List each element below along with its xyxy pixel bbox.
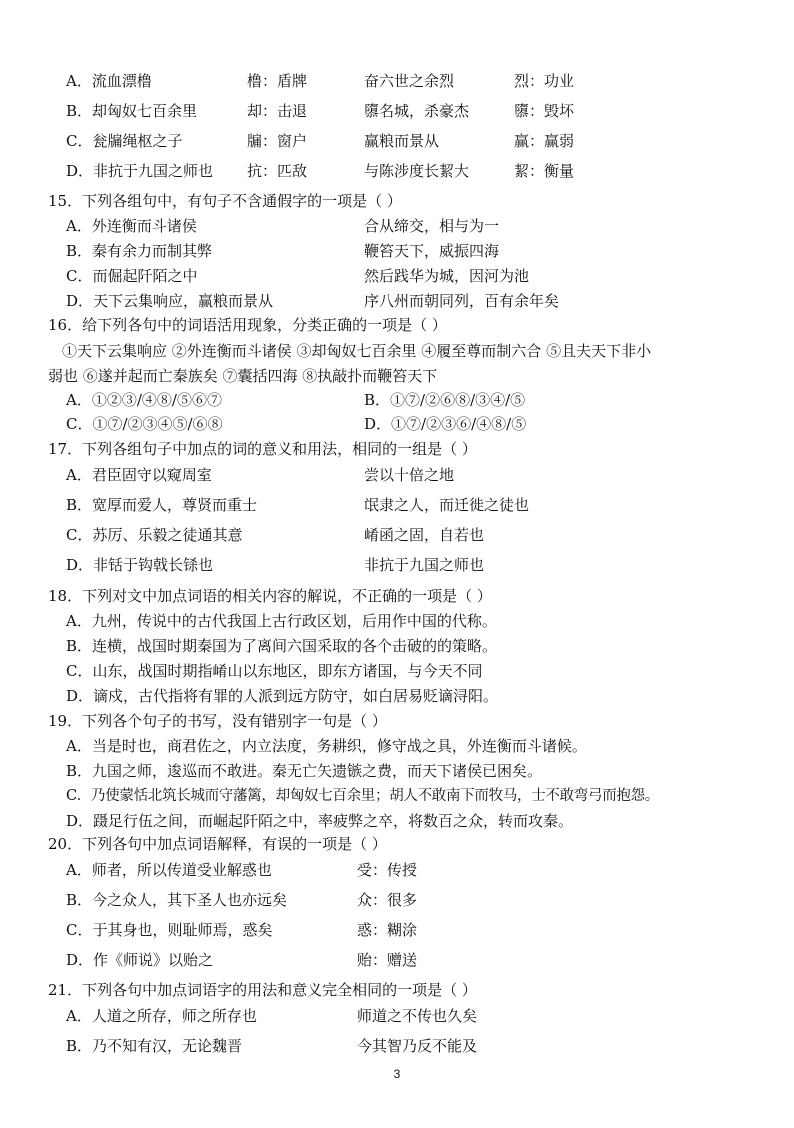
q16-sentence-list: ①天下云集响应 ②外连衡而斗诸侯 ③却匈奴七百余里 ④履至尊而制六合 ⑤且夫天下非小 xyxy=(62,342,652,360)
q17-option-a: A．君臣固守以窥周室 xyxy=(66,466,212,484)
q14-option-b-gloss1: 却：击退 xyxy=(247,102,308,120)
q17-option-d-pair: 非抗于九国之师也 xyxy=(364,556,485,574)
q18-stem: 18．下列对文中加点词语的相关内容的解说，不正确的一项是（ ） xyxy=(48,587,492,605)
q20-option-c-gloss: 惑：糊涂 xyxy=(357,921,418,939)
q18-option-d: D．谪戍，古代指将有罪的人派到远方防守，如白居易贬谪浔阳。 xyxy=(66,687,499,705)
q20-option-a: A．师者，所以传道受业解惑也 xyxy=(66,861,272,879)
q21-option-b-pair: 今其智乃反不能及 xyxy=(357,1037,478,1055)
q14-option-d: D．非抗于九国之师也 xyxy=(66,162,214,180)
q14-option-d-sentence2: 与陈涉度长絜大 xyxy=(364,162,470,180)
q16-option-c: C．①⑦/②③④⑤/⑥⑧ xyxy=(66,415,223,433)
q14-option-b-gloss2: 隳：毁坏 xyxy=(514,102,575,120)
q15-option-c-pair: 然后践华为城，因河为池 xyxy=(364,267,530,285)
q17-option-d: D．非铦于钩戟长铩也 xyxy=(66,556,214,574)
q21-option-a: A．人道之所存，师之所存也 xyxy=(66,1007,257,1025)
q14-option-a-gloss2: 烈：功业 xyxy=(514,72,575,90)
q15-option-d-pair: 序八州而朝同列，百有余年矣 xyxy=(364,292,560,310)
q21-option-b: B．乃不知有汉，无论魏晋 xyxy=(66,1037,243,1055)
q19-stem: 19．下列各个句子的书写，没有错别字一句是（ ） xyxy=(48,712,387,730)
q14-option-c-gloss2: 赢：赢弱 xyxy=(514,132,575,150)
q18-option-c: C．山东，战国时期指崤山以东地区，即东方诸国，与今天不同 xyxy=(66,662,483,680)
q14-option-d-gloss1: 抗：匹敌 xyxy=(247,162,308,180)
q14-option-a-sentence2: 奋六世之余烈 xyxy=(364,72,455,90)
q15-option-c: C．而倔起阡陌之中 xyxy=(66,267,198,285)
q19-option-c: C．乃使蒙恬北筑长城而守藩篱，却匈奴七百余里；胡人不敢南下而牧马，士不敢弯弓而抱怨。 xyxy=(66,788,659,804)
q14-option-b: B．却匈奴七百余里 xyxy=(66,102,198,120)
q20-option-a-gloss: 受：传授 xyxy=(357,861,418,879)
q19-option-d: D．蹑足行伍之间，而崛起阡陌之中，率疲弊之卒，将数百之众，转而攻秦。 xyxy=(66,812,574,830)
q16-stem: 16．给下列各句中的词语活用现象，分类正确的一项是（ ） xyxy=(48,316,447,334)
q15-option-d: D．天下云集响应，赢粮而景从 xyxy=(66,292,274,310)
q16-option-d: D．①⑦/②③⑥/④⑧/⑤ xyxy=(364,415,527,433)
q17-option-c-pair: 崤函之固，自若也 xyxy=(364,526,485,544)
q14-option-a-gloss1: 橹：盾牌 xyxy=(247,72,308,90)
q14-option-a: A．流血漂橹 xyxy=(66,72,152,90)
q17-option-c: C．苏厉、乐毅之徒通其意 xyxy=(66,526,243,544)
q17-stem: 17．下列各组句子中加点的词的意义和用法，相同的一组是（ ） xyxy=(48,440,477,458)
q14-option-c-gloss1: 牖：窗户 xyxy=(247,132,308,150)
q21-option-a-pair: 师道之不传也久矣 xyxy=(357,1007,478,1025)
q20-option-b: B．今之众人，其下圣人也亦远矣 xyxy=(66,891,288,909)
q19-option-b: B．九国之师，逡巡而不敢进。秦无亡矢遗镞之费，而天下诸侯已困矣。 xyxy=(66,762,543,780)
q14-option-d-gloss2: 絜：衡量 xyxy=(514,162,575,180)
q15-option-b: B．秦有余力而制其弊 xyxy=(66,242,213,260)
q15-option-b-pair: 鞭笞天下，威振四海 xyxy=(364,242,500,260)
q17-option-b-pair: 氓隶之人，而迁徙之徒也 xyxy=(364,496,530,514)
q14-option-c: C．瓮牖绳枢之子 xyxy=(66,132,183,150)
page-number: 3 xyxy=(393,1067,401,1081)
q21-stem: 21．下列各句中加点词语字的用法和意义完全相同的一项是（ ） xyxy=(48,981,477,999)
q19-option-a: A．当是时也，商君佐之，内立法度，务耕织，修守战之具，外连衡而斗诸候。 xyxy=(66,737,587,755)
q15-option-a: A．外连衡而斗诸侯 xyxy=(66,217,197,235)
q16-option-a: A．①②③/④⑧/⑤⑥⑦ xyxy=(66,391,222,409)
q14-option-c-sentence2: 赢粮而景从 xyxy=(364,132,440,150)
q20-option-d-gloss: 贻：赠送 xyxy=(357,951,418,969)
q15-stem: 15．下列各组句中，有句子不含通假字的一项是（ ） xyxy=(48,192,402,210)
q18-option-a: A．九州，传说中的古代我国上古行政区划，后用作中国的代称。 xyxy=(66,612,497,630)
q20-option-b-gloss: 众：很多 xyxy=(357,891,418,909)
q18-option-b: B．连横，战国时期秦国为了离间六国采取的各个击破的的策略。 xyxy=(66,637,498,655)
q14-option-b-sentence2: 隳名城，杀豪杰 xyxy=(364,102,470,120)
q20-option-d: D．作《师说》以贻之 xyxy=(66,951,214,969)
q17-option-a-pair: 尝以十倍之地 xyxy=(364,466,455,484)
q20-option-c: C．于其身也，则耻师焉，惑矣 xyxy=(66,921,273,939)
q20-stem: 20．下列各句中加点词语解释，有误的一项是（ ） xyxy=(48,835,387,853)
q15-option-a-pair: 合从缔交，相与为一 xyxy=(364,217,500,235)
q17-option-b: B．宽厚而爱人，尊贤而重士 xyxy=(66,496,258,514)
q16-sentence-list-continued: 弱也 ⑥遂并起而亡秦族矣 ⑦囊括四海 ⑧执敲扑而鞭笞天下 xyxy=(48,367,438,385)
q16-option-b: B．①⑦/②⑥⑧/③④/⑤ xyxy=(364,391,526,409)
